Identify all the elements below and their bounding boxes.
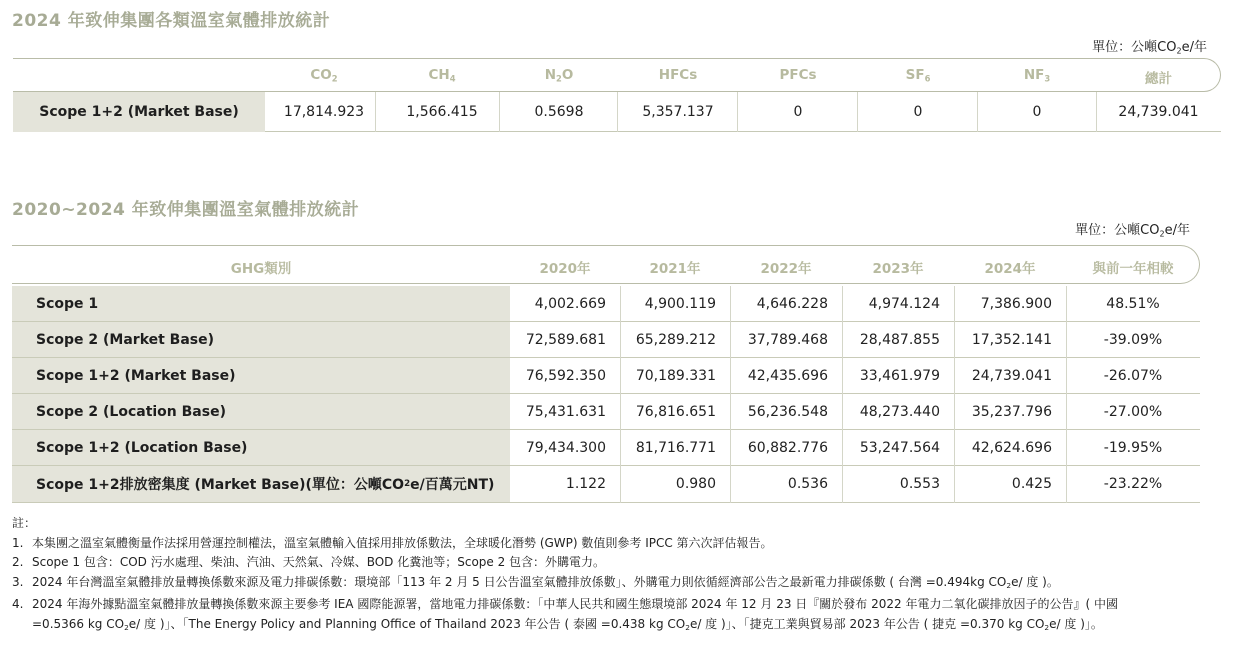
row-label: Scope 2 (Location Base) (12, 394, 510, 429)
value-2022: 4,646.228 (756, 295, 828, 312)
value-2022: 37,789.468 (747, 331, 828, 348)
value-2021: 65,289.212 (635, 331, 716, 348)
value-yoy: -39.09% (1103, 331, 1163, 348)
value-2024: 0.425 (1011, 476, 1052, 492)
value-total: 24,739.041 (1118, 104, 1199, 120)
value-hfcs: 5,357.137 (642, 104, 714, 120)
note-1: 1. 本集團之溫室氣體衡量作法採用營運控制權法，溫室氣體輸入值採用排放係數法，全球暖化潛勢 (GWP) 數值則參考 IPCC 第六次評估報告。 (12, 535, 773, 550)
table1-row-scope12-market (13, 92, 1221, 132)
row-label: Scope 1+2 (Location Base) (12, 430, 510, 465)
section2-unit: 單位：公噸$CO_2e/$年 (1075, 223, 1190, 239)
note-2: 2. Scope 1 包含：COD 污水處理、柴油、汽油、天然氣、冷媒、BOD 化糞池等；Scope 2 包含：外購電力。 (12, 555, 606, 569)
value-2023: 33,461.979 (859, 367, 940, 384)
value-yoy: -19.95% (1103, 439, 1163, 456)
value-2024: 24,739.041 (971, 367, 1052, 384)
footnotes (12, 514, 1222, 637)
row-label: Scope 1+2 (Market Base) (12, 358, 510, 393)
value-2020: 1.122 (565, 476, 606, 492)
note-4: 4. 2024 年海外據點溫室氣體排放量轉換係數來源主要參考 IEA 國際能源署，當地電力排碳係數：「中華人民共和國生態環境部 2024 年 12 月 23 日『關於發布 2022 年電力二氧化碳排放因子的公告』( 中國 (12, 597, 1118, 612)
value-2024: 7,386.900 (980, 295, 1052, 312)
column-divider (954, 286, 955, 503)
section1-unit: 單位：公噸$CO_2e/$年 (1092, 40, 1207, 56)
value-pfcs: 0 (793, 104, 803, 120)
value-2024: 17,352.141 (971, 331, 1052, 348)
header-2020: 2020年 (539, 261, 591, 277)
value-2021: 81,716.771 (635, 439, 716, 456)
header-2023: 2023年 (872, 261, 924, 277)
table-row (12, 430, 1200, 466)
value-2020: 75,431.631 (525, 403, 606, 420)
value-2024: 42,624.696 (971, 439, 1052, 456)
value-yoy: -26.07% (1103, 367, 1163, 384)
column-divider (1066, 286, 1067, 503)
table-row (12, 286, 1200, 322)
header-total: 總計 (1145, 71, 1172, 87)
value-2021: 0.980 (675, 476, 716, 492)
value-nf3: 0 (1032, 104, 1042, 120)
header-co2: $CO_2$ (310, 67, 338, 84)
header-ch4: $CH_4$ (428, 67, 456, 84)
row-label: Scope 1+2排放密集度 (Market Base)(單位：公噸CO 2 e/百萬元NT) (12, 466, 510, 502)
value-2021: 4,900.119 (644, 295, 716, 312)
row-label: Scope 1+2 (Market Base) (13, 92, 265, 132)
value-2020: 79,434.300 (525, 439, 606, 456)
row-label: Scope 2 (Market Base) (12, 322, 510, 357)
header-nf3: $NF_3$ (1023, 67, 1051, 84)
header-2022: 2022年 (760, 261, 812, 277)
header-ghg-category: GHG類別 (230, 261, 292, 277)
value-2022: 0.536 (787, 476, 828, 492)
section2-title: 2020~2024 年致伸集團溫室氣體排放統計 (12, 200, 360, 220)
value-2021: 76,816.651 (635, 403, 716, 420)
header-n2o: $N_2O$ (544, 67, 574, 84)
value-2020: 4,002.669 (534, 295, 606, 312)
column-divider (842, 286, 843, 503)
value-n2o: 0.5698 (534, 104, 584, 120)
value-yoy: -27.00% (1103, 403, 1163, 420)
table-row (12, 322, 1200, 358)
section1-title: 2024 年致伸集團各類溫室氣體排放統計 (12, 11, 331, 31)
header-yoy-change: 與前一年相較 (1092, 261, 1174, 277)
table-row (12, 394, 1200, 430)
value-2022: 42,435.696 (747, 367, 828, 384)
value-2021: 70,189.331 (635, 367, 716, 384)
column-divider (730, 286, 731, 503)
value-2020: 76,592.350 (525, 367, 606, 384)
header-hfcs: HFCs (658, 67, 698, 83)
note-3: 3. 2024 年台灣溫室氣體排放量轉換係數來源及電力排碳係數：環境部「113 年 2 月 5 日公告溫室氣體排放係數」、外購電力則依循經濟部公告之最新電力排碳係數 ( 台灣 =0.494kg $CO_2e/$ 度 )。 (12, 574, 1059, 590)
header-2024: 2024年 (984, 261, 1036, 277)
value-yoy: -23.22% (1103, 476, 1163, 492)
value-co2: 17,814.923 (283, 104, 365, 120)
table-row (12, 466, 1200, 503)
value-2020: 72,589.681 (525, 331, 606, 348)
value-2023: 4,974.124 (868, 295, 940, 312)
value-2022: 60,882.776 (747, 439, 828, 456)
header-pfcs: PFCs (779, 67, 817, 83)
value-2023: 53,247.564 (859, 439, 940, 456)
table-row (12, 358, 1200, 394)
value-2023: 28,487.855 (859, 331, 940, 348)
value-ch4: 1,566.415 (406, 104, 478, 120)
value-2022: 56,236.548 (747, 403, 828, 420)
value-sf6: 0 (913, 104, 923, 120)
column-divider (375, 92, 376, 132)
value-2023: 0.553 (899, 476, 940, 492)
header-2021: 2021年 (649, 261, 701, 277)
notes-heading: 註： (12, 516, 37, 530)
value-yoy: 48.51% (1106, 295, 1160, 312)
row-label: Scope 1 (12, 286, 510, 321)
value-2023: 48,273.440 (859, 403, 940, 420)
value-2024: 35,237.796 (971, 403, 1052, 420)
column-divider (620, 286, 621, 503)
note-4-continued: =0.5366 kg $CO_2e/$ 度 )」、「The Energy Policy and Planning Office of Thailand 2023 年公告 ( 泰國 =0.438 kg $CO_2e/$ 度 )」、「捷克工業與貿易部 2023 年公告 ( 捷克 =0.370 kg $CO_2e/$ 度 )」。 (32, 616, 1103, 632)
header-sf6: $SF_6$ (905, 67, 931, 84)
